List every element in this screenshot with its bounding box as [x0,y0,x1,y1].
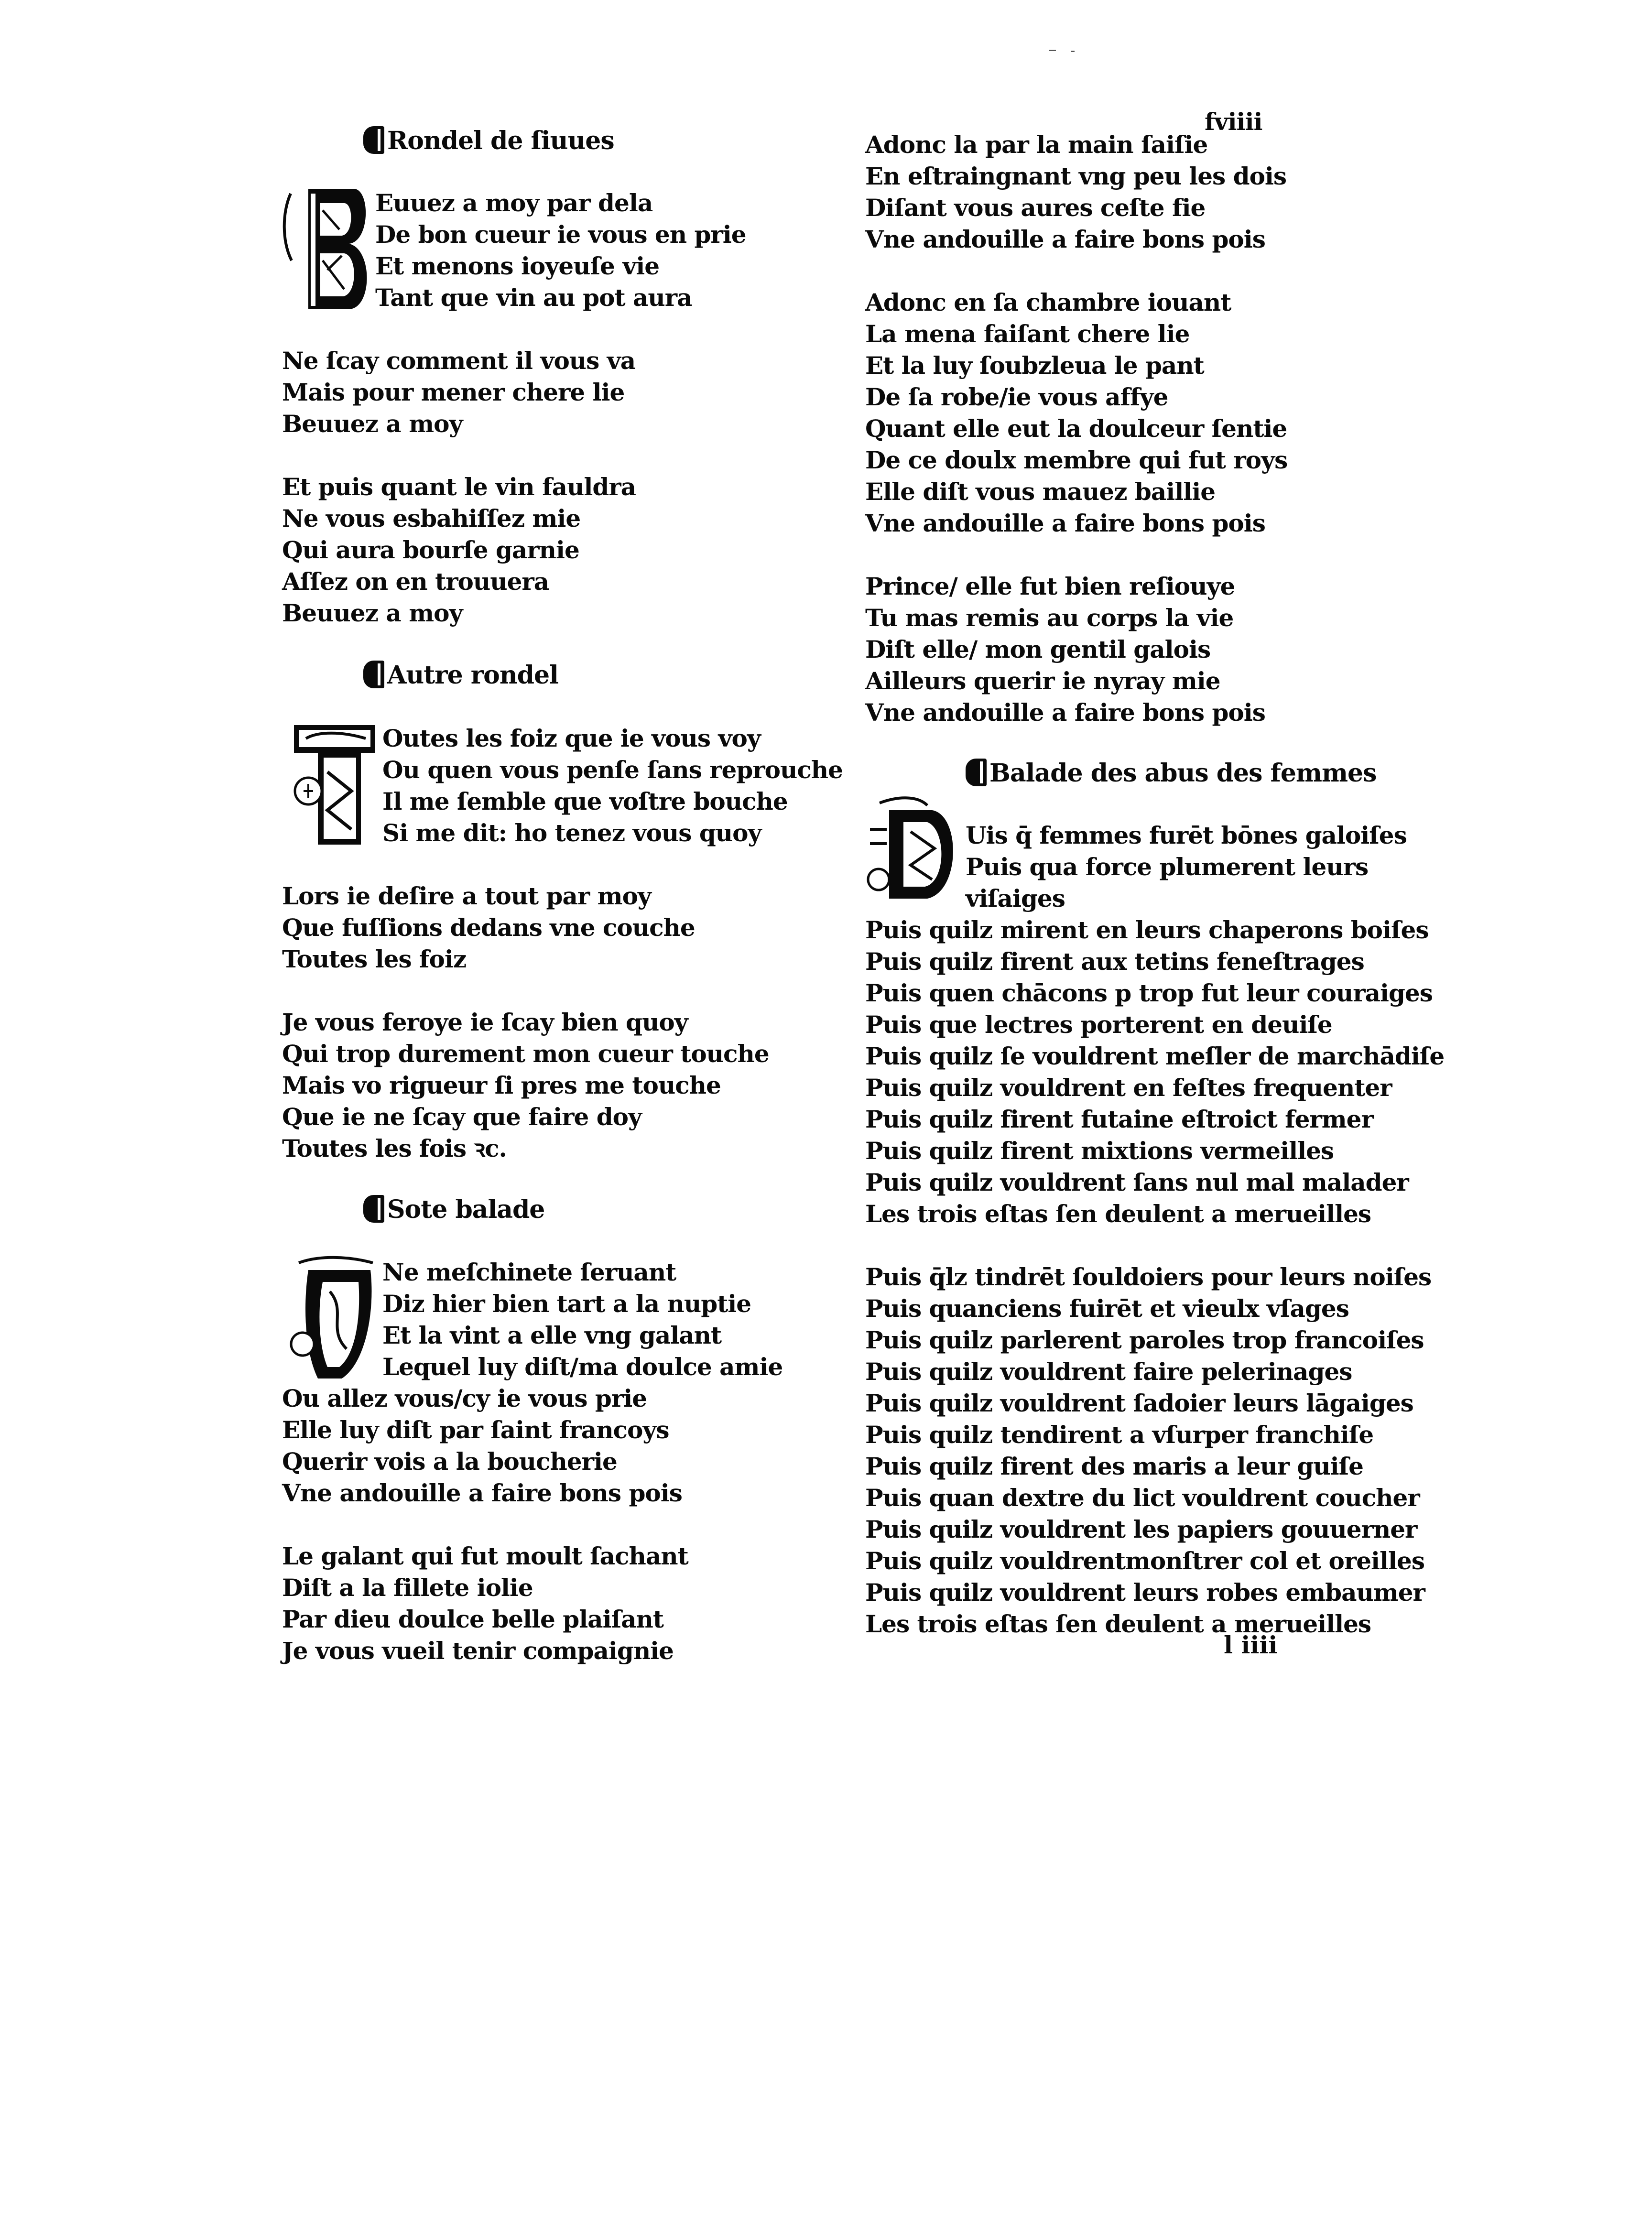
verse-line: De ſa robe/ie vous affye [865,383,1168,411]
pilcrow-icon [966,759,987,786]
verse-line: Si me dit: ho tenez vous quoy [382,819,761,847]
verse-line: Diſant vous aures ceſte fie [865,194,1206,222]
verse-line: viſaiges [966,884,1065,912]
verse-line: Par dieu doulce belle plaiſant [282,1605,663,1633]
verse-line: Mais vo rigueur ſi pres me touche [282,1071,721,1099]
verse-line: Toutes les foiz [282,945,467,973]
verse-line: Et la luy ſoubzleua le pant [865,351,1204,380]
verse-line: Aſſez on en trouuera [282,567,549,596]
decorated-initial-b-icon [282,184,373,313]
verse-line: Puis quilz vouldrent en feſtes frequenter [865,1074,1392,1102]
verse-line: Puis quanciens fuirēt et vieulx vſages [865,1294,1349,1323]
verse-line: Je vous vueil tenir compaignie [282,1637,674,1665]
pilcrow-icon [363,661,384,688]
section-heading-balade-2: Balade des abus des femmes [966,758,1376,789]
decorated-initial-t-icon [289,719,380,848]
verse-line: Puis quilz firent mixtions vermeilles [865,1137,1334,1165]
verse-line: Puis quilz parlerent paroles trop francoiſes [865,1326,1424,1354]
verse-line: Les trois eſtas ſen deulent a merueilles [865,1610,1371,1638]
verse-line: Ne meſchinete ſeruant [382,1258,676,1286]
verse-line: Vne andouille a faire bons pois [865,225,1265,253]
verse-line: Diſt elle/ mon gentil galois [865,635,1211,663]
verse-line: Adonc la par la main ſaiſie [865,130,1208,159]
verse-line: Tant que vin au pot aura [375,283,692,312]
verse-line: Puis quilz vouldrentmonſtrer col et oreilles [865,1547,1424,1575]
print-speck [1071,51,1075,52]
verse-line: Diz hier bien tart a la nuptie [382,1290,751,1318]
verse-line: Toutes les fois ꝛc. [282,1134,507,1162]
verse-line: Que fuſſions dedans vne couche [282,913,695,942]
verse-line: Elle diſt vous mauez baillie [865,478,1216,506]
verse-line: Puis quilz vouldrent leurs robes embaumer [865,1578,1425,1606]
print-speck [1049,50,1056,51]
verse-line: Lequel luy diſt/ma doulce amie [382,1353,783,1381]
verse-line: Puis quilz tendirent a vſurper franchiſe [865,1421,1374,1449]
verse-line: Tu mas remis au corps la vie [865,604,1234,632]
verse-line: Puis quilz vouldrent ſadoier leurs lāgaiges [865,1389,1413,1417]
verse-line: Uis q̄ femmes furēt bōnes galoiſes [966,821,1407,849]
verse-line: Beuuez a moy [282,599,463,627]
verse-line: Adonc en ſa chambre iouant [865,288,1231,316]
verse-line: Outes les foiz que ie vous voy [382,724,761,752]
verse-line: De bon cueur ie vous en prie [375,220,746,249]
verse-line: Euuez a moy par dela [375,189,653,217]
verse-line: Puis quen chācons p trop fut leur couraiges [865,979,1433,1007]
verse-line: Puis quilz firent aux tetins feneſtrages [865,947,1364,976]
verse-line: Puis quilz ſe vouldrent meſler de marchādiſe [865,1042,1445,1070]
verse-line: Vne andouille a faire bons pois [865,509,1265,537]
verse-line: Lors ie deſire a tout par moy [282,882,651,910]
verse-line: Quant elle eut la doulceur ſentie [865,414,1287,443]
verse-line: Puis quilz vouldrent les papiers gouuerner [865,1515,1417,1543]
section-heading-rondel-1: Rondel de ſiuues [363,125,614,157]
verse-line: Et menons ioyeuſe vie [375,252,660,280]
verse-line: En eſtraingnant vng peu les dois [865,162,1287,190]
verse-line: Mais pour mener chere lie [282,378,625,406]
verse-line: Puis quan dextre du lict vouldrent coucher [865,1484,1420,1512]
verse-line: Diſt a la fillete iolie [282,1574,533,1602]
verse-line: Vne andouille a faire bons pois [282,1479,682,1507]
verse-line: Que ie ne ſcay que faire doy [282,1103,642,1131]
verse-line: Elle luy diſt par ſaint francoys [282,1416,669,1444]
decorated-initial-p-icon [865,796,961,906]
verse-line: Il me ſemble que voſtre bouche [382,787,788,815]
verse-line: La mena faiſant chere lie [865,320,1190,348]
verse-line: Ne vous esbahiſſez mie [282,504,581,532]
verse-line: Et la vint a elle vng galant [382,1321,722,1349]
verse-line: Puis quilz vouldrent ſans nul mal malader [865,1168,1409,1196]
verse-line: Je vous feroye ie ſcay bien quoy [282,1008,688,1036]
verse-line: Ou quen vous penſe ſans reprouche [382,756,843,784]
verse-line: Puis quilz firent futaine eſtroict fermer [865,1105,1373,1133]
verse-line: Qui aura bourſe garnie [282,536,579,564]
verse-line: Prince/ elle fut bien reſiouye [865,572,1235,600]
verse-line: Puis q̄lz tindrēt ſouldoiers pour leurs noiſes [865,1263,1432,1291]
verse-line: Puis quilz mirent en leurs chaperons boiſes [865,916,1429,944]
verse-line: Puis quilz firent des maris a leur guiſe [865,1452,1363,1480]
folio-number: fviiii [1205,108,1262,136]
verse-line: Ne ſcay comment il vous va [282,347,636,375]
verse-line: Querir vois a la boucherie [282,1447,617,1476]
pilcrow-icon [363,126,384,154]
verse-line: Vne andouille a faire bons pois [865,698,1265,727]
verse-line: Et puis quant le vin fauldra [282,473,636,501]
verse-line: Puis quilz vouldrent faire pelerinages [865,1357,1352,1386]
verse-line: Puis que lectres porterent en deuiſe [865,1010,1332,1039]
verse-line: Ou allez vous/cy ie vous prie [282,1384,647,1412]
signature-mark: l iiii [1224,1631,1278,1659]
verse-line: De ce doulx membre qui fut roys [865,446,1288,474]
verse-line: Le galant qui fut moult ſachant [282,1542,688,1570]
decorated-initial-v-icon [289,1253,380,1382]
verse-line: Qui trop durement mon cueur touche [282,1040,769,1068]
section-heading-balade-1: Sote balade [363,1194,544,1226]
verse-line: Beuuez a moy [282,410,463,438]
verse-line: Les trois eſtas ſen deulent a merueilles [865,1200,1371,1228]
verse-line: Ailleurs querir ie nyray mie [865,667,1220,695]
pilcrow-icon [363,1195,384,1223]
verse-line: Puis qua force plumerent leurs [966,853,1369,881]
section-heading-rondel-2: Autre rondel [363,660,558,691]
